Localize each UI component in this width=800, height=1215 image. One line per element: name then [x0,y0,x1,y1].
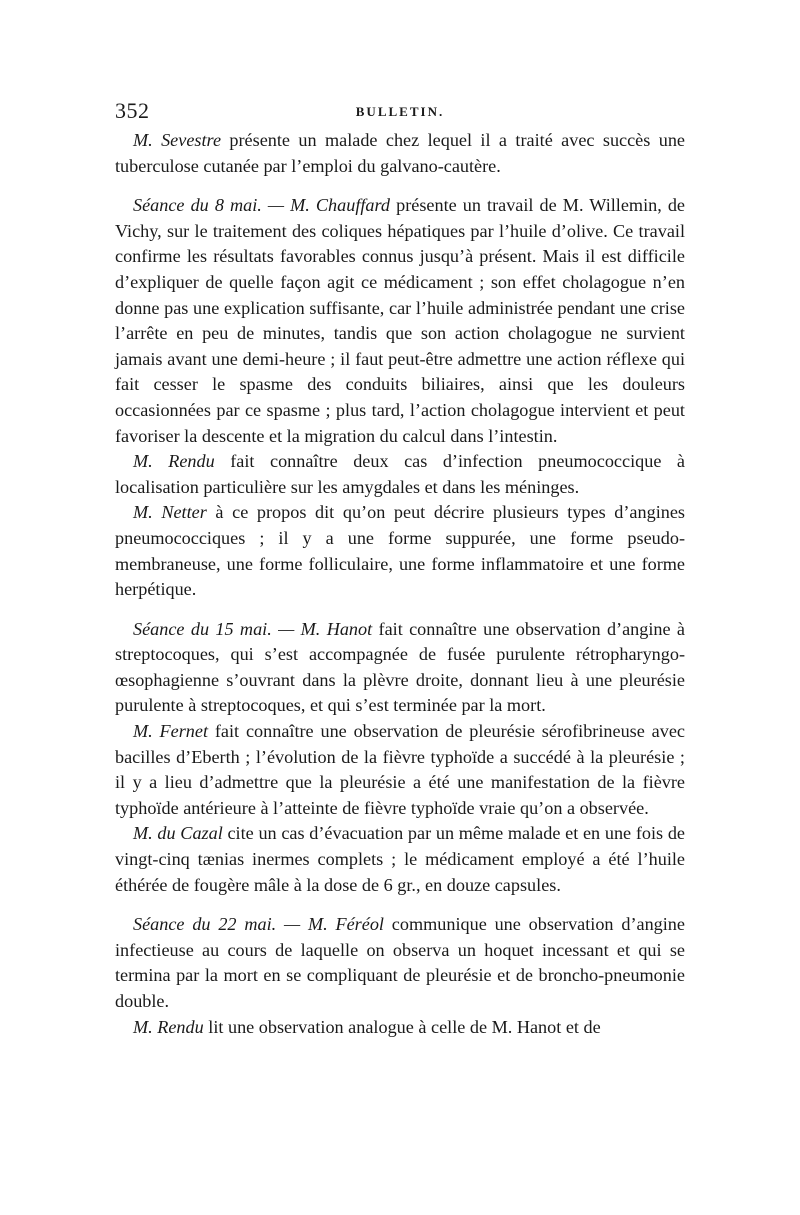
paragraph-text: fait connaître deux cas d’infection pneumococcique à localisation particulière sur les amygdales et dans les méninges. [115,451,685,497]
paragraph-lead: M. Rendu [133,1016,204,1037]
paragraph-lead: M. Netter [133,502,207,523]
paragraph-lead: Séance du 8 mai. — M. Chauffard [133,195,391,216]
paragraph [115,500,685,602]
paragraph-text: présente un travail de M. Willemin, de Vichy, sur le traitement des coliques hépatiques par l’huile d’olive. Ce travail confirme les résultats favorables connus jusqu’à présent. Mais il est difficile d’expliquer de quelle façon agit ce médicament ; son effet cholagogue n’en donne pas une explication suffisante, car l’huile administrée pendant une crise l’arrête en peu de minutes, tandis que son action cholagogue ne survient jamais avant une demi-heure ; il faut peut-être admettre une action réflexe qui fait cesser le spasme des conduits biliaires, ainsi que les douleurs occasionnées par ce spasme ; plus tard, l’action cholagogue intervient et peut favoriser la descente et la migration du calcul dans l’intestin. [115,195,686,446]
paragraph [115,821,685,898]
paragraph-text: communique une observation d’angine infectieuse au cours de laquelle on observa un hoquet incessant et qui se termina par la mort en se compliquant de pleurésie et de broncho-pneumonie double. [115,914,685,1011]
running-title: BULLETIN. [355,104,445,119]
paragraph-text: à ce propos dit qu’on peut décrire plusieurs types d’angines pneumococciques ; il y a une forme suppurée, une forme pseudomembraneuse, une forme folliculaire, une forme inflammatoire et une forme herpétique. [115,502,685,600]
paragraph-lead: M. Rendu [133,451,215,472]
paragraph-lead: M. du Cazal [133,823,223,844]
paragraph [115,128,685,179]
paragraph [115,719,685,821]
paragraph [115,449,685,500]
body-text [115,128,685,1040]
paragraph [115,617,685,719]
paragraph-text: cite un cas d’évacuation par un même malade et en une fois de vingt-cinq tænias inermes complets ; le médicament employé a été l’huile éthérée de fougère mâle à la dose de 6 gr., en douze capsules. [115,823,685,895]
paragraph-text: fait connaître une observation de pleurésie sérofibrineuse avec bacilles d’Eberth ; l’évolution de la fièvre typhoïde a succédé à la pleurésie ; il y a lieu d’admettre que la pleurésie a été une manifestation de la fièvre typhoïde antérieure à l’atteinte de fièvre typhoïde vraie qu’on a observée. [115,721,685,818]
paragraph-text: présente un malade chez lequel il a traité avec succès une tuberculose cutanée par l’emploi du galvano-cautère. [115,130,685,176]
paragraph-lead: M. Sevestre [133,130,222,150]
page-number: 352 [115,98,150,123]
paragraph-lead: Séance du 22 mai. — M. Féréol [133,914,384,935]
paragraph [115,193,685,449]
paragraph-lead: M. Fernet [133,721,209,742]
paragraph-text: fait connaître une observation d’angine à streptocoques, qui s’est accompagnée de fusée purulente rétropharyngo-œsophagienne s’ouvrant dans la plèvre droite, donnant lieu à une pleurésie purulente à streptocoques, et qui s’est terminée par la mort. [115,618,686,716]
running-head [115,98,685,126]
paragraph-lead: Séance du 15 mai. — M. Hanot [133,618,373,639]
paragraph-text: lit une observation analogue à celle de M. Hanot et de [203,1016,601,1037]
paragraph [115,1015,685,1041]
paragraph [115,912,685,1014]
